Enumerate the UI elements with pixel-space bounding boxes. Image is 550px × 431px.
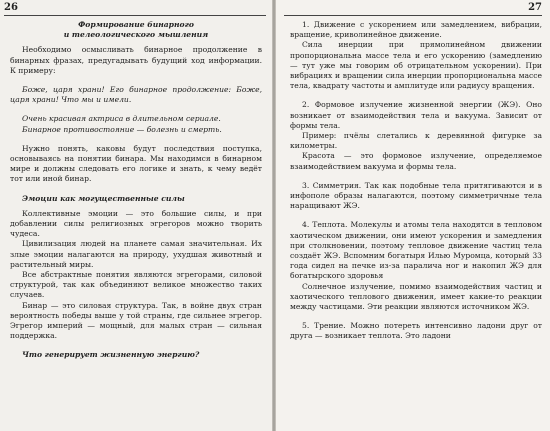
section-heading: Что генерирует жизненную энергию?: [22, 350, 200, 360]
right-page-content: [290, 20, 542, 342]
example-text: Очень красивая актриса в длительном сериале.: [22, 114, 221, 124]
paragraph: Цивилизация людей на планете самая значительная. Их злые эмоции налагаются на природу, ухудшая животный и растительный миры.: [10, 239, 262, 269]
paragraph: 4. Теплота. Молекулы и атомы тела находятся в тепловом хаотическом движении, они имеют ускорения и замедления при столкновении, поэтому тепловое движение частиц тела создаёт ЖЭ. Вспомним богатыря Илью Муромца, который 33 года сидел на печке из-за паралича ног и накопил ЖЭ для богатырского здоровья: [290, 220, 542, 281]
section-heading: Эмоции как могущественные силы: [22, 193, 185, 203]
example-text: Боже, царя храни! Его бинарное продолжение: Боже, царя храни! Что мы и имели.: [10, 85, 262, 105]
paragraph: 5. Трение. Можно потереть интенсивно ладони друг от друга — возникает теплота. Это ладони: [290, 321, 542, 341]
page-number: 26: [4, 2, 18, 13]
header-rule: [284, 15, 542, 16]
left-page-content: [10, 20, 262, 361]
header-rule: [4, 15, 266, 16]
paragraph: 2. Формовое излучение жизненной энергии (ЖЭ). Оно возникает от взаимодействия тела и вакуума. Зависит от формы тела.: [290, 100, 542, 130]
paragraph: Нужно понять, каковы будут последствия поступка, основываясь на понятии бинара. Мы находимся в бинарном мире и должны следовать его логике и знать, к чему ведёт тот или иной бинар.: [10, 143, 262, 184]
section-heading: Формирование бинарного: [78, 20, 194, 29]
paragraph: Пример: пчёлы слетались к деревянной фигурке за километры.: [290, 131, 542, 151]
paragraph: Бинар — это силовая структура. Так, в войне двух стран вероятность победы выше у той страны, где сильнее эгрегор. Эгрегор империй — мощный, для малых стран — сильная поддержка.: [10, 300, 262, 341]
section-heading-line2: и телеологического мышления: [63, 30, 209, 40]
right-page: [276, 0, 550, 431]
left-page: [0, 0, 272, 431]
paragraph: Необходимо осмысливать бинарное продолжение в бинарных фразах, предугадывать будущий ход информации. К примеру:: [10, 45, 262, 75]
page-number: 27: [528, 2, 542, 13]
paragraph: Все абстрактные понятия являются эгрегорами, силовой структурой, так как объединяют великое множество таких случаев.: [10, 270, 262, 300]
paragraph: Солнечное излучение, помимо взаимодействия частиц и хаотического теплового движения, имеет какие-то реакции между частицами. Эти реакции являются источником ЖЭ.: [290, 281, 542, 312]
paragraph: Сила инерции при прямолинейном движении пропорциональна массе тела и его ускорению (замедлению — тут уже мы говорим об отрицательном ускорении). При вибрациях и вращении сила инерции пропорциональна массе тела, квадрату частоты и амплитуде или радиусу вращения.: [290, 40, 542, 91]
paragraph: Коллективные эмоции — это большие силы, и при добавлении силы религиозных эгрегоров можно творить чудеса.: [10, 208, 262, 239]
paragraph: 3. Симметрия. Так как подобные тела притягиваются и в инфополе образы налагаются, поэтому симметричные тела наращивают ЖЭ.: [290, 180, 542, 211]
paragraph: Красота — это формовое излучение, определяемое взаимодействием вакуума и формы тела.: [290, 151, 542, 171]
example-text: Бинарное противостояние — болезнь и смерть.: [22, 124, 222, 134]
paragraph: 1. Движение с ускорением или замедлением, вибрации, вращение, криволинейное движение.: [290, 20, 542, 40]
